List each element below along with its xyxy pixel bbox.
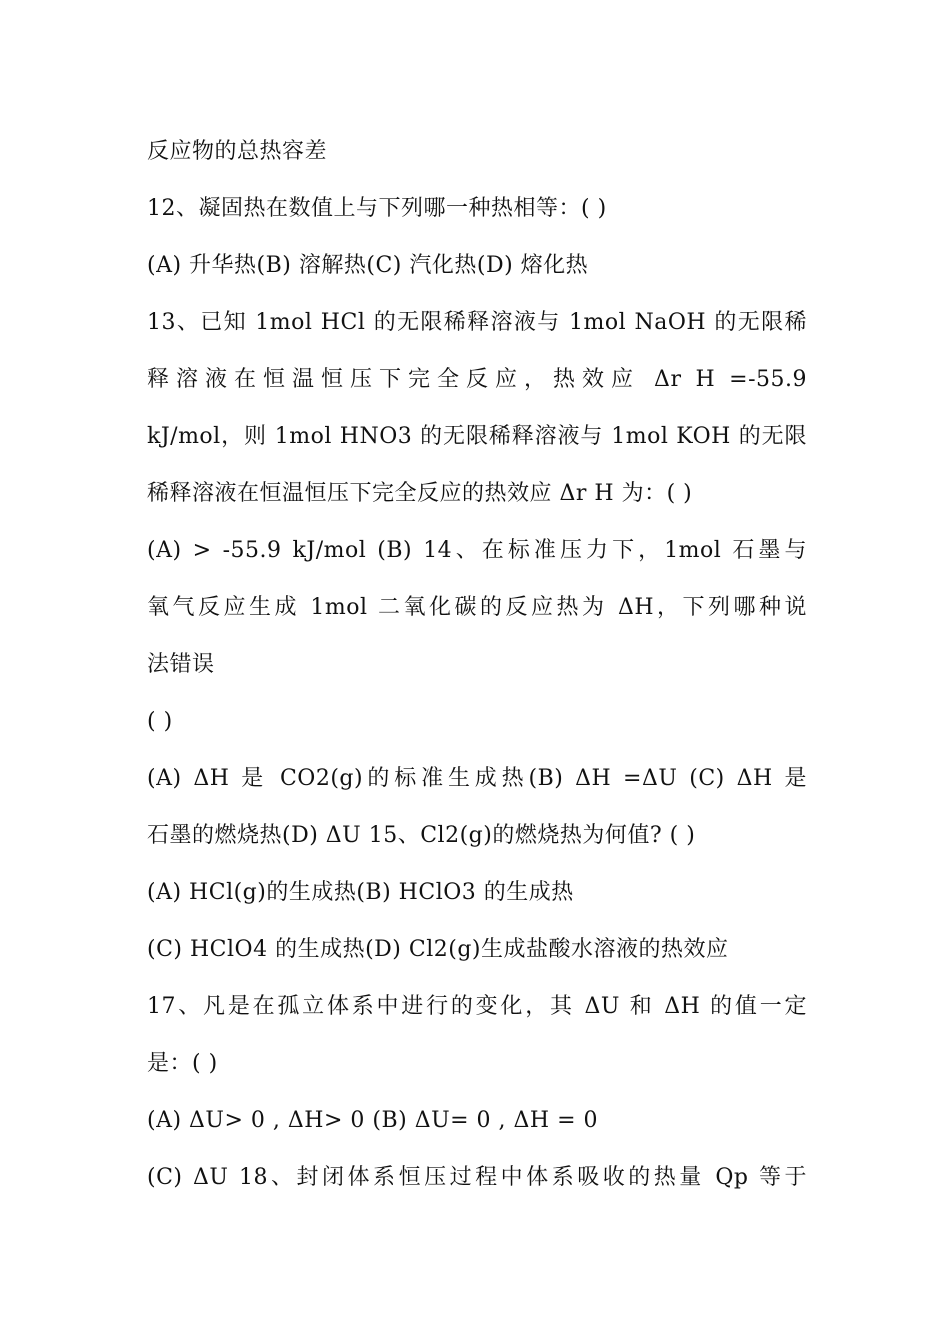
question-15-options-line-2: (C) HClO4 的生成热(D) Cl2(g)生成盐酸水溶液的热效应 (147, 937, 729, 962)
question-17-options: (A) ΔU> 0 , ΔH> 0 (B) ΔU= 0 , ΔH = 0 (147, 1108, 599, 1133)
question-15-line-1: 石墨的燃烧热(D) ΔU 15、Cl2(g)的燃烧热为何值? ( ) (147, 823, 696, 848)
question-12: 12、凝固热在数值上与下列哪一种热相等：( ) (147, 196, 607, 221)
question-14-options-line-1: (A) ΔH 是 CO2(g)的标准生成热(B) ΔH =ΔU (C) ΔH 是 (147, 766, 807, 791)
question-13-line-3: kJ/mol，则 1mol HNO3 的无限稀释溶液与 1mol KOH 的无限 (147, 424, 807, 449)
question-13-line-1: 13、已知 1mol HCl 的无限稀释溶液与 1mol NaOH 的无限稀 (147, 310, 807, 335)
question-13-line-2: 释溶液在恒温恒压下完全反应，热效应 Δr H =-55.9 (147, 367, 807, 392)
text-line-1: 反应物的总热容差 (147, 139, 328, 164)
question-14-blank: ( ) (147, 709, 173, 734)
question-14-line-3: 法错误 (147, 652, 215, 677)
question-12-options: (A) 升华热(B) 溶解热(C) 汽化热(D) 熔化热 (147, 253, 589, 278)
question-14-line-2: 氧气反应生成 1mol 二氧化碳的反应热为 ΔH，下列哪种说 (147, 595, 807, 620)
question-13-line-4: 稀释溶液在恒温恒压下完全反应的热效应 Δr H 为：( ) (147, 481, 693, 506)
question-17-line-2: 是：( ) (147, 1051, 218, 1076)
question-14-line-1: (A) > -55.9 kJ/mol (B) 14、在标准压力下，1mol 石墨与 (147, 538, 807, 563)
question-15-options-line-1: (A) HCl(g)的生成热(B) HClO3 的生成热 (147, 880, 574, 905)
question-17-line-1: 17、凡是在孤立体系中进行的变化，其 ΔU 和 ΔH 的值一定 (147, 994, 807, 1019)
question-18-line-1: (C) ΔU 18、封闭体系恒压过程中体系吸收的热量 Qp 等于 (147, 1165, 807, 1190)
